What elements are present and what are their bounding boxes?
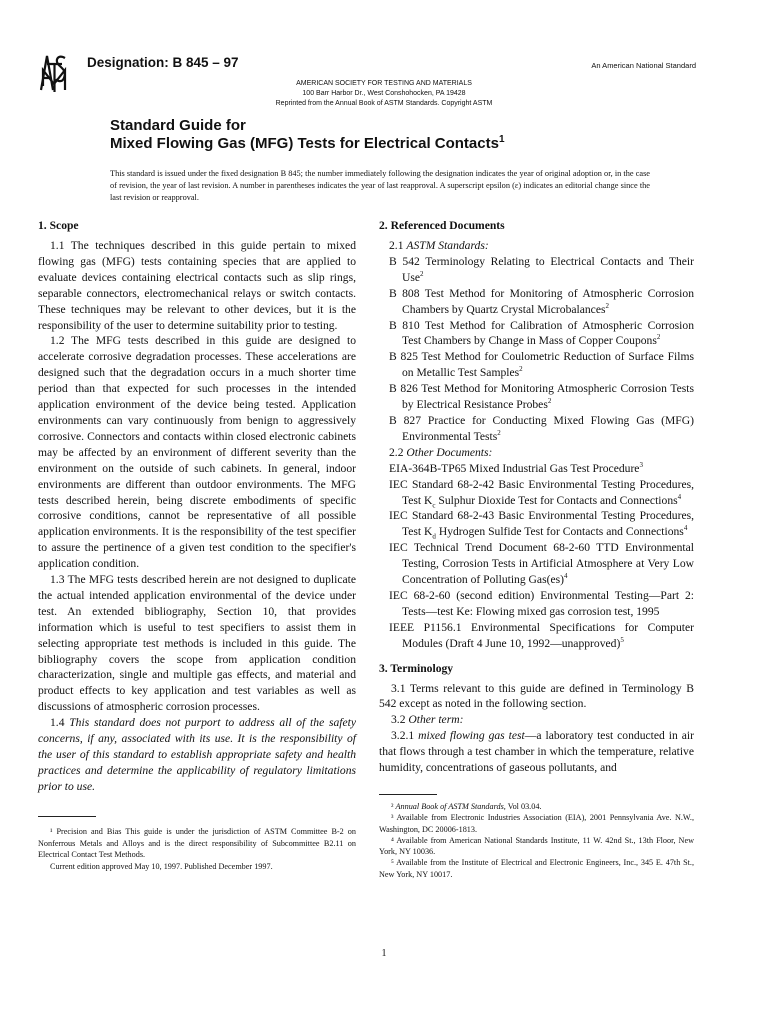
ref-text: B 827 Practice for Conducting Mixed Flowing Gas (MFG) Environmental Tests	[389, 413, 694, 443]
section-2-2	[379, 445, 694, 461]
title-text: Mixed Flowing Gas (MFG) Tests for Electrical Contacts	[110, 135, 499, 152]
org-address: 100 Barr Harbor Dr., West Conshohocken, PA 19428	[302, 90, 466, 97]
paragraph-1-2: 1.2 The MFG tests described in this guide are designed to accelerate corrosive degradation processes. These accelerations are designed such that the degradation occurs in a much shorter time period than that expected for such processes in the intended application environment of the device being tested. Application environments can vary continuously from benign to aggressively corrosive. Connectors and contacts within closed electronic cabinets may be affected by an environment of different severity than the environment on the outside of such cabinets. In general, indoor environments are different than outdoor environments. The MFG tests described herein, being discrete embodiments of specific corrosive conditions, cannot be representative of all possible application environments. It is the responsibility of the test specifier to assure the pertinence of a given test condition to the specifier's application condition.	[38, 334, 356, 571]
ref-iec-68-2-42	[379, 477, 694, 509]
footnote-4: ⁴ Available from American National Standards Institute, 11 W. 42nd St., 13th Floor, New York, NY 10036.	[379, 835, 694, 857]
paragraph-1-4-number: 1.4	[50, 716, 70, 730]
footnote-2-title: Annual Book of ASTM Standards	[395, 802, 504, 811]
footnotes-left	[38, 826, 356, 872]
footnote-divider-left	[38, 816, 96, 817]
ref-ieee	[379, 620, 694, 652]
ref-footnote: 2	[605, 301, 609, 310]
section-3-1: 3.1 Terms relevant to this guide are defined in Terminology B 542 except as noted in the following section.	[379, 681, 694, 711]
ref-b826	[379, 381, 694, 413]
ref-footnote: 2	[547, 397, 552, 406]
ref-footnote: 2	[420, 269, 424, 278]
ref-footnote: 2	[519, 365, 523, 374]
footnotes-right	[379, 801, 694, 880]
org-block	[0, 79, 768, 109]
ref-iec-68-2-43	[379, 508, 694, 540]
ref-text-cont: Hydrogen Sulfide Test for Contacts and Connections	[435, 525, 684, 539]
ref-footnote: 4	[563, 572, 568, 581]
section-3-2-title: Other term:	[408, 713, 464, 727]
paragraph-1-4	[38, 715, 356, 795]
ref-text: B 826 Test Method for Monitoring Atmospheric Corrosion Tests by Electrical Resistance Probes	[389, 382, 694, 412]
ref-footnote: 5	[620, 635, 624, 644]
ref-iec-ttd	[379, 540, 694, 588]
reprint-note: Reprinted from the Annual Book of ASTM Standards. Copyright ASTM	[275, 100, 493, 107]
section-gap	[379, 652, 694, 661]
ref-text: B 810 Test Method for Calibration of Atmospheric Corrosion Test Chambers by Change in Mass of Copper Coupons	[389, 318, 694, 348]
right-column	[379, 218, 694, 776]
ref-subscript: d	[432, 532, 436, 541]
section-3-2-number: 3.2	[391, 713, 409, 727]
ref-text-cont: Sulphur Dioxide Test for Contacts and Connections	[435, 493, 678, 507]
ref-text: EIA-364B-TP65 Mixed Industrial Gas Test Procedure	[389, 461, 640, 475]
page-number: 1	[381, 948, 387, 959]
ref-subscript: c	[432, 500, 436, 509]
title-line-1: Standard Guide for	[110, 117, 246, 134]
section-2-2-number: 2.2	[389, 445, 407, 459]
ref-b827	[379, 413, 694, 445]
org-name: AMERICAN SOCIETY FOR TESTING AND MATERIALS	[296, 80, 472, 87]
footnote-2-number: ²	[391, 802, 396, 811]
ref-b825	[379, 349, 694, 381]
footnote-5: ⁵ Available from the Institute of Electrical and Electronic Engineers, Inc., 345 E. 47th St., New York, NY 10017.	[379, 858, 694, 879]
ref-text: IEC Technical Trend Document 68-2-60 TTD Environmental Testing, Corrosion Tests in Artificial Atmosphere at Very Low Concentration of Polluting Gas(es)	[389, 541, 694, 587]
designation: Designation: B 845 – 97	[87, 55, 239, 70]
section-2-2-title: Other Documents:	[406, 445, 493, 459]
ref-eia	[379, 461, 694, 477]
ref-b808	[379, 286, 694, 318]
ref-footnote: 4	[677, 492, 682, 501]
footnote-1-edition: Current edition approved May 10, 1997. Published December 1997.	[50, 861, 273, 871]
ref-iec-68-2-60: IEC 68-2-60 (second edition) Environmental Testing—Part 2: Tests—test Ke: Flowing mixed gas corrosion test, 1995	[389, 588, 694, 618]
section-2-1-title: ASTM Standards:	[406, 239, 489, 252]
ref-text: IEEE P1156.1 Environmental Specifications for Computer Modules (Draft 4 June 10, 1992—unapproved)	[389, 620, 694, 650]
scope-heading: 1. Scope	[38, 219, 79, 232]
section-3-2	[379, 712, 694, 728]
ref-b542	[379, 254, 694, 286]
paragraph-1-3: 1.3 The MFG tests described herein are not designed to duplicate the actual intended application environmental of the device under test. An extended bibliography, Section 10, that provides information which is useful to test specifiers to assist them in selecting appropriate test methods is included in this guide. The bibliography covers the scope from application condition characterization, single and multiple gas effects, and material and product effects to key application and test variables as well as discussions of atmospheric corrosion processes.	[38, 573, 356, 714]
section-2-1	[379, 238, 694, 254]
ref-footnote: 2	[497, 429, 501, 438]
ref-footnote: 2	[656, 333, 661, 342]
footnote-2-volume: , Vol 03.04.	[503, 802, 542, 811]
footnote-3: ³ Available from Electronic Industries Association (EIA), 2001 Pennsylvania Ave. N.W., Washington, DC 20006-1813.	[379, 813, 694, 834]
title-footnote-ref: 1	[498, 134, 505, 145]
ref-text: IEC Standard 68-2-43 Basic Environmental Testing Procedures, Test K	[389, 509, 694, 539]
footnote-divider-right	[379, 794, 437, 795]
standard-intro: This standard is issued under the fixed designation B 845; the number immediately following the designation indicates the year of original adoption or, in the case of revision, the year of last revision. A number in parentheses indicates the year of last reapproval. A superscript epsilon (ε) indicates an editorial change since the last revision or reapproval.	[110, 169, 650, 202]
ref-text: B 542 Terminology Relating to Electrical Contacts and Their Use	[389, 254, 694, 284]
referenced-documents-heading: 2. Referenced Documents	[379, 219, 505, 232]
footnote-1: ¹ Precision and Bias This guide is under the jurisdiction of ASTM Committee B-2 on Nonferrous Metals and Alloys and is the direct responsibility of Subcommittee B2.11 on Electrical Contact Test Methods.	[38, 827, 356, 859]
paragraph-1-1: 1.1 The techniques described in this guide pertain to mixed flowing gas (MFG) tests containing species that are applied to evaluate devices containing electrical contacts such as slip rings, separable connectors, electromechanical relays or switch contacts. These techniques may be relevant to other devices, but it is the responsibility of the user to determine suitability prior to testing.	[38, 239, 356, 332]
paragraph-1-4-text: This standard does not purport to address all of the safety concerns, if any, associated with its use. It is the responsibility of the user of this standard to establish appropriate safety and health practices and determine the applicability of regulatory limitations prior to use.	[38, 716, 356, 793]
ref-text: IEC Standard 68-2-42 Basic Environmental Testing Procedures, Test K	[389, 477, 694, 507]
defined-term: mixed flowing gas test	[418, 729, 525, 743]
ref-footnote: 3	[639, 460, 643, 469]
left-column	[38, 218, 356, 795]
title-line-2	[110, 134, 505, 153]
definition-text: —a laboratory test conducted in air that flows through a test chamber in which the temperature, relative humidity, concentrations of gaseous pollutants, and	[379, 729, 694, 775]
national-standard-label: An American National Standard	[591, 61, 696, 70]
section-3-2-1	[379, 728, 694, 776]
ref-footnote: 4	[683, 524, 688, 533]
terminology-heading: 3. Terminology	[379, 661, 454, 675]
footnote-2	[379, 801, 694, 812]
ref-b810	[379, 318, 694, 350]
ref-text: B 825 Test Method for Coulometric Reduction of Surface Films on Metallic Test Samples	[389, 350, 694, 380]
ref-text: B 808 Test Method for Monitoring of Atmospheric Corrosion Chambers by Quartz Crystal Microbalances	[389, 286, 694, 316]
section-2-1-number: 2.1	[389, 239, 407, 252]
section-3-2-1-number: 3.2.1	[391, 729, 419, 743]
